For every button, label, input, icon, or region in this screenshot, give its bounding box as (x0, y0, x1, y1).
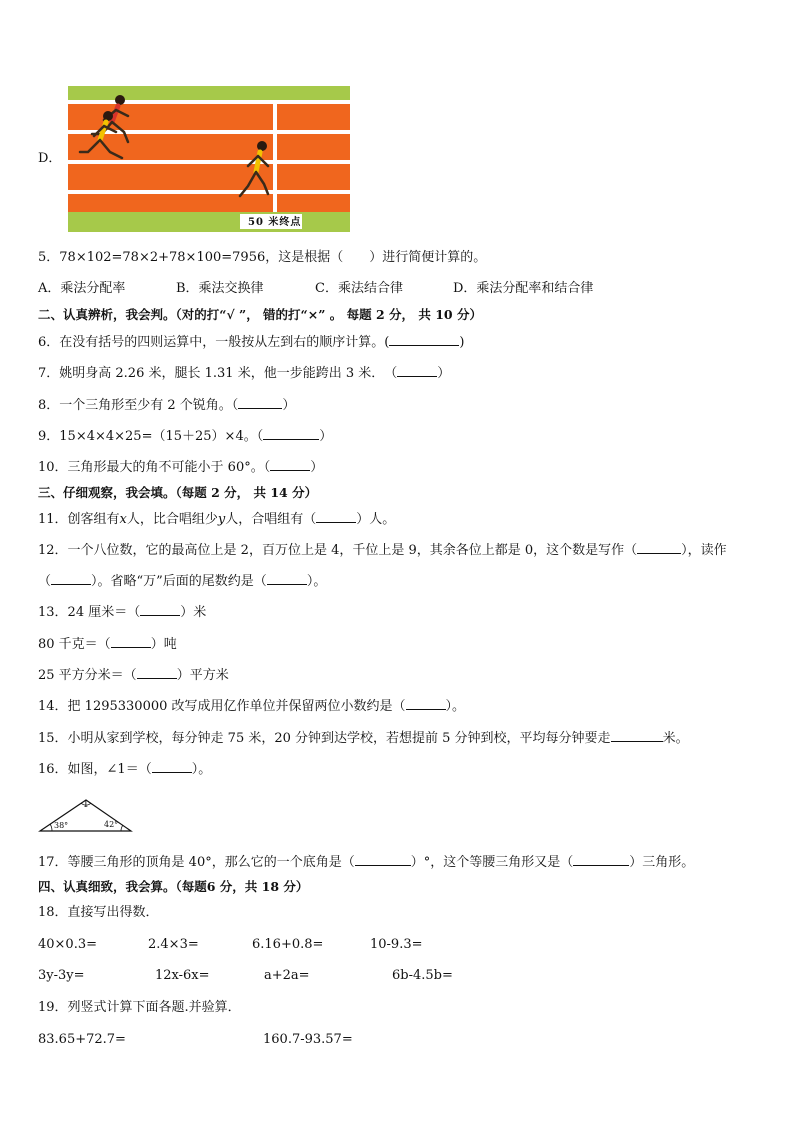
race-track-image (68, 86, 350, 232)
q12-text-2: ），读作 (681, 543, 727, 558)
q12-text-1: 12．一个八位数，它的最高位上是 2，百万位上是 4，千位上是 9，其余各位上都是 0，这个数是写作（ (38, 543, 638, 558)
question-15 (38, 729, 689, 747)
q13-text-3: 80 千克＝（ (38, 637, 111, 652)
q16-answer-blank[interactable] (152, 760, 192, 773)
q14-answer-blank[interactable] (406, 697, 446, 710)
question-13-row-1 (38, 603, 206, 621)
angle-38-label: 38° (54, 821, 69, 830)
q12-written-blank[interactable] (637, 541, 681, 554)
angle-1-label: 1 (83, 800, 89, 810)
q19-item-1: 83.65+72.7= (38, 1032, 126, 1047)
q11-var-x: x (119, 512, 127, 527)
q13-text-4: ）吨 (150, 637, 177, 652)
question-9 (38, 427, 332, 445)
question-18-title: 18．直接写出得数． (38, 905, 159, 920)
q17-text-3: ）三角形。 (629, 855, 695, 870)
race-track-svg (68, 86, 350, 232)
q6-text: 6．在没有括号的四则运算中，一般按从左到右的顺序计算。( (38, 335, 390, 350)
finish-line-label: 50 米终点 (248, 217, 302, 228)
q18-item-5: 3y-3y= (38, 968, 85, 983)
q18-item-3: 6.16+0.8= (252, 937, 324, 952)
q17-type-blank[interactable] (573, 853, 629, 866)
question-12-line-2 (38, 572, 326, 590)
q9-answer-blank[interactable] (263, 427, 319, 440)
question-12-line-1 (38, 541, 727, 559)
q18-item-4: 10-9.3= (370, 937, 423, 952)
q13-text-5: 25 平方分米＝（ (38, 668, 137, 683)
question-16 (38, 760, 211, 778)
q18-item-8: 6b-4.5b= (392, 968, 453, 983)
question-11 (38, 510, 395, 528)
q10-text: 10．三角形最大的角不可能小于 60°。（ (38, 460, 271, 475)
q11-text-3: 人，合唱组有（ (225, 512, 317, 527)
question-17 (38, 853, 694, 871)
q16-text-1: 16．如图，∠1＝（ (38, 762, 152, 777)
section-2-title: 二、认真辨析，我会判。（对的打“√ ”， 错的打“×” 。 每题 2 分， 共 10 分） (38, 307, 482, 322)
q7-answer-blank[interactable] (397, 364, 437, 377)
q7-close: ） (437, 366, 451, 381)
q9-text: 9．15×4×4×25=（15＋25）×4。（ (38, 429, 264, 444)
q12-text-4: ）。省略“万”后面的尾数约是（ (91, 574, 267, 589)
q12-text-5: ）。 (306, 574, 327, 589)
q11-text-2: 人，比合唱组少 (126, 512, 218, 527)
q13-blank-1[interactable] (140, 603, 180, 616)
q13-text-1: 13．24 厘米＝（ (38, 605, 141, 620)
q19-item-2: 160.7-93.57= (263, 1032, 353, 1047)
q13-blank-3[interactable] (137, 666, 177, 679)
question-14 (38, 697, 465, 715)
q18-item-7: a+2a= (264, 968, 310, 983)
q11-text-4: ）人。 (356, 512, 396, 527)
q13-blank-2[interactable] (111, 635, 151, 648)
question-8 (38, 396, 295, 414)
q12-approx-blank[interactable] (267, 572, 307, 585)
q8-text: 8．一个三角形至少有 2 个锐角。（ (38, 398, 239, 413)
q6-close: ) (459, 335, 465, 350)
q8-close: ） (282, 398, 296, 413)
q7-text: 7．姚明身高 2.26 米，腿长 1.31 米，他一步能跨出 3 米． （ (38, 366, 398, 381)
question-6 (38, 333, 464, 351)
q17-base-angle-blank[interactable] (355, 853, 411, 866)
q14-text-2: ）。 (445, 699, 466, 714)
q15-text-1: 15．小明从家到学校，每分钟走 75 米，20 分钟到达学校，若想提前 5 分钟到校，平均每分钟要走 (38, 731, 611, 746)
section-3-title: 三、仔细观察，我会填。（每题 2 分， 共 14 分） (38, 485, 318, 500)
q15-answer-blank[interactable] (611, 729, 663, 742)
q15-text-2: 米。 (662, 731, 689, 746)
q17-text-2: ）°，这个等腰三角形又是（ (410, 855, 574, 870)
question-19-title: 19．列竖式计算下面各题.并验算． (38, 1000, 241, 1015)
question-7 (38, 364, 450, 382)
q16-text-2: ）。 (191, 762, 212, 777)
q6-answer-blank[interactable] (389, 333, 459, 346)
q11-answer-blank[interactable] (316, 510, 356, 523)
option-d-label: D． (38, 151, 62, 166)
q18-item-6: 12x-6x= (155, 968, 210, 983)
q14-text-1: 14．把 1295330000 改写成用亿作单位并保留两位小数约是（ (38, 699, 406, 714)
q5-option-d: D．乘法分配率和结合律 (453, 281, 594, 296)
triangle-figure (38, 798, 134, 834)
q13-text-2: ）米 (180, 605, 207, 620)
angle-42-label: 42° (104, 820, 119, 829)
q11-text-1: 11．创客组有 (38, 512, 120, 527)
q9-close: ） (319, 429, 333, 444)
q10-close: ） (310, 460, 324, 475)
q5-option-a: A．乘法分配率 (38, 281, 126, 296)
q13-text-6: ）平方米 (176, 668, 229, 683)
q5-option-b: B．乘法交换律 (176, 281, 264, 296)
q8-answer-blank[interactable] (238, 396, 282, 409)
question-5: 5．78×102=78×2+78×100=7956，这是根据（ ）进行简便计算的。 (38, 250, 487, 265)
q11-var-y: y (217, 512, 226, 527)
section-4-title: 四、认真细致，我会算。（每题6 分，共 18 分） (38, 879, 309, 894)
q18-item-1: 40×0.3= (38, 937, 98, 952)
q10-answer-blank[interactable] (270, 458, 310, 471)
question-10 (38, 458, 323, 476)
q18-item-2: 2.4×3= (148, 937, 199, 952)
q12-read-blank[interactable] (51, 572, 91, 585)
question-13-row-3 (38, 666, 229, 684)
question-13-row-2 (38, 635, 177, 653)
q12-text-3: （ (38, 574, 52, 589)
q5-option-c: C．乘法结合律 (315, 281, 403, 296)
q17-text-1: 17．等腰三角形的顶角是 40°，那么它的一个底角是（ (38, 855, 355, 870)
